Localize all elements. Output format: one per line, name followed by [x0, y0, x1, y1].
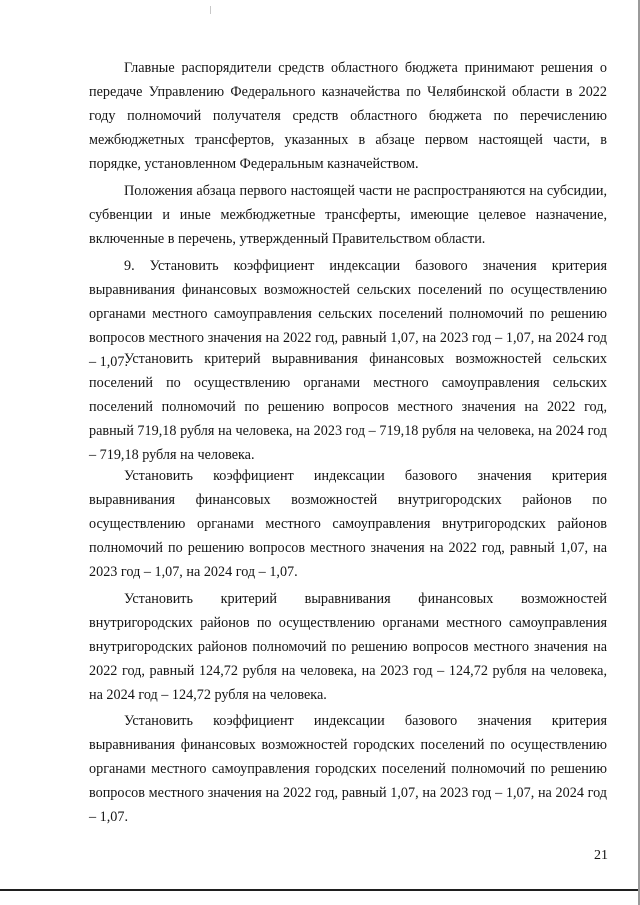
- page-number: 21: [594, 848, 608, 863]
- paragraph-exclusions: [89, 180, 607, 252]
- paragraph-rural-criterion: [89, 348, 607, 468]
- paragraph-text: Установить критерий выравнивания финансовых возможностей сельских поселений по осуществлению органами местного самоуправления сельских поселений полномочий по решению вопросов местного значения на 2022 год, равный 719,18 рубля на человека, на 2023 год – 719,18 рубля на человека, на 2024 год – 719,18 рубля на человека.: [89, 351, 607, 463]
- paragraph-text: Установить критерий выравнивания финансовых возможностей внутригородских районов по осуществлению органами местного самоуправления внутригородских районов полномочий по решению вопросов местного значения на 2022 год, равный 124,72 рубля на человека, на 2023 год – 124,72 рубля на человека, на 2024 год – 124,72 рубля на человека.: [89, 591, 607, 703]
- paragraph-budget-managers: [89, 57, 607, 177]
- scan-artifact: [210, 6, 211, 14]
- paragraph-intracity-coefficient: [89, 465, 607, 585]
- paragraph-text: 9. Установить коэффициент индексации базового значения критерия выравнивания финансовых возможностей сельских поселений по осуществлению органами местного самоуправления сельских поселений полномочий по решению вопросов местного значения на 2022 год, равный 1,07, на 2023 год – 1,07, на 2024 год – 1,07.: [89, 258, 607, 370]
- paragraph-text: Положения абзаца первого настоящей части не распространяются на субсидии, субвенции и иные межбюджетные трансферты, имеющие целевое назначение, включенные в перечень, утвержденный Правительством области.: [89, 183, 607, 247]
- paragraph-urban-coefficient: [89, 710, 607, 830]
- paragraph-text: Установить коэффициент индексации базового значения критерия выравнивания финансовых возможностей внутригородских районов по осуществлению органами местного самоуправления внутригородских районов полномочий по решению вопросов местного значения на 2022 год, равный 1,07, на 2023 год – 1,07, на 2024 год – 1,07.: [89, 468, 607, 580]
- paragraph-intracity-criterion: [89, 588, 607, 708]
- paragraph-text: Главные распорядители средств областного бюджета принимают решения о передаче Управлению Федерального казначейства по Челябинской области в 2022 году полномочий получателя средств областного бюджета по перечислению межбюджетных трансфертов, указанных в абзаце первом настоящей части, в порядке, установленном Федеральным казначейством.: [89, 60, 607, 172]
- paragraph-text: Установить коэффициент индексации базового значения критерия выравнивания финансовых возможностей городских поселений по осуществлению органами местного самоуправления городских поселений полномочий по решению вопросов местного значения на 2022 год, равный 1,07, на 2023 год – 1,07, на 2024 год – 1,07.: [89, 713, 607, 825]
- bottom-divider: [0, 889, 640, 891]
